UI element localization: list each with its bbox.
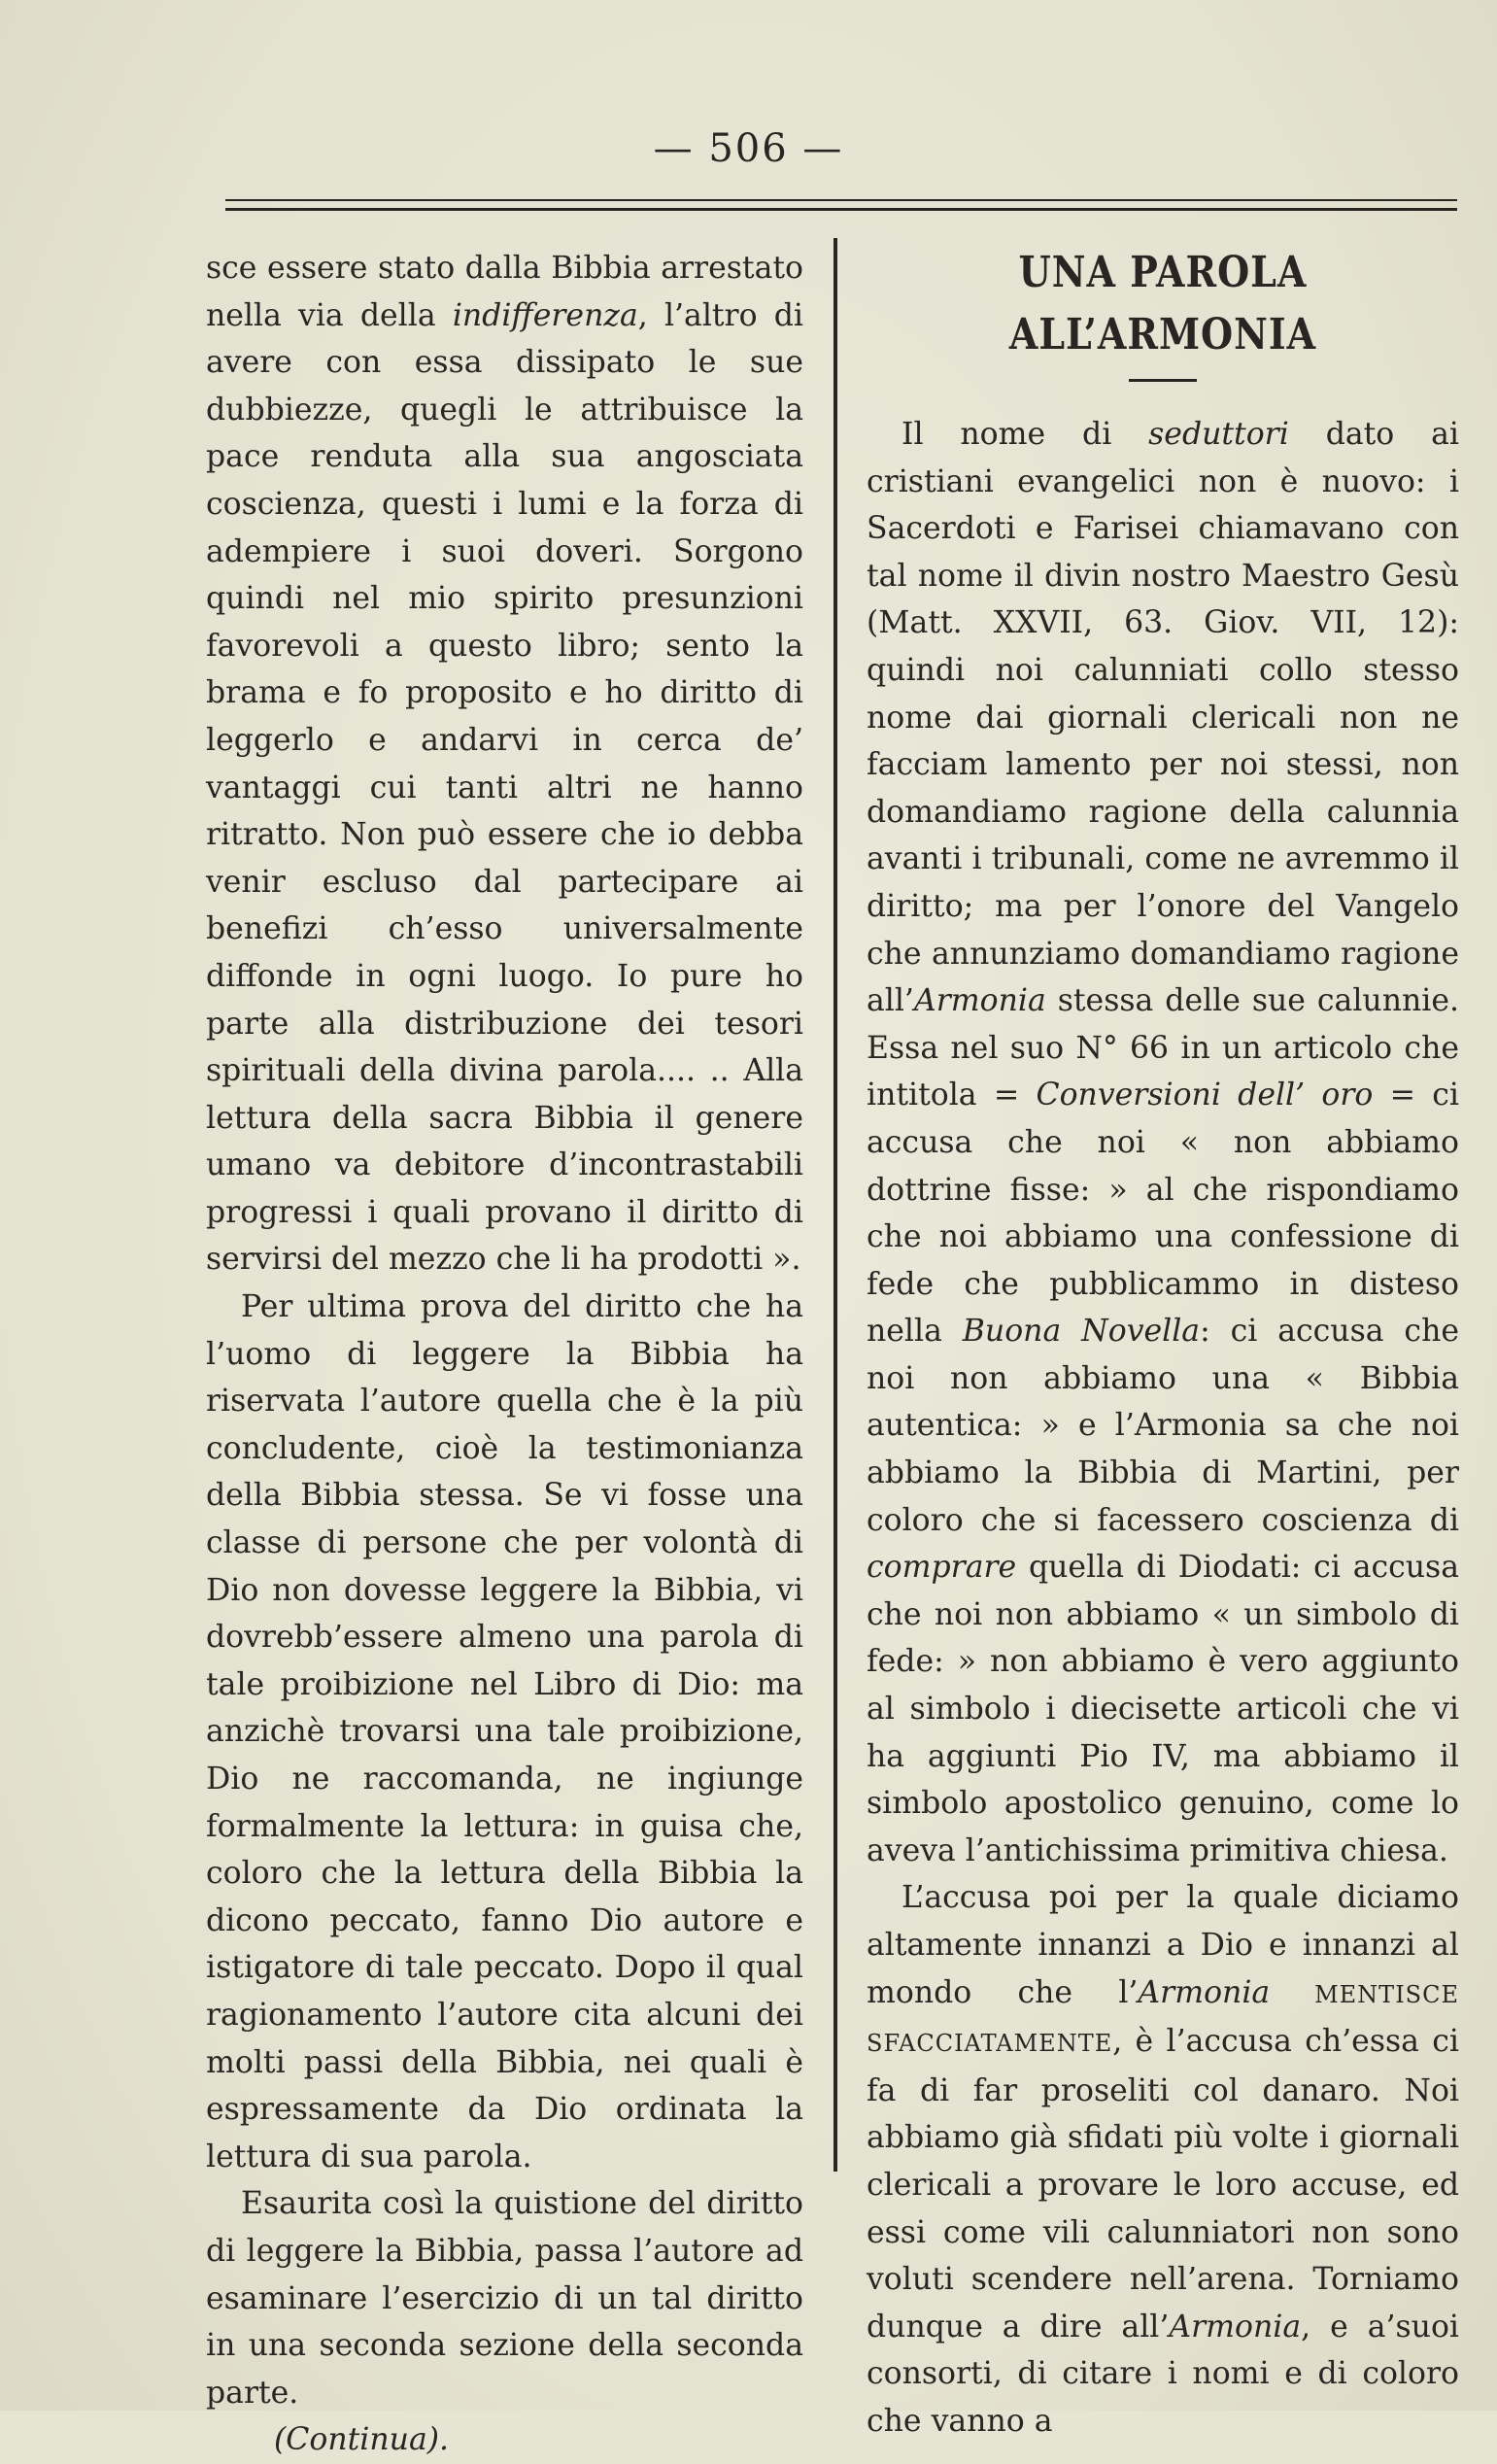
left-paragraph-1 [206, 245, 803, 1283]
left-p1-text-a: sce essere stato dalla Bibbia arrestato nella via della [206, 251, 803, 333]
left-column [206, 245, 803, 2464]
right-p2-d: , è l’accusa ch’essa ci fa di far proseliti col danaro. Noi abbiamo già sfidati più volte i giornali clericali a provare le loro accuse, ed essi come vili calunniatori non sono voluti scendere nell’arena. Torniamo dunque a dire all’ [867, 2024, 1459, 2344]
right-p1-f: Conversioni dell’ oro [1036, 1078, 1374, 1113]
left-p1-italic: indifferenza [452, 297, 638, 333]
right-p2-caps: MENTISCE SFACCIATAMENTE [867, 1980, 1459, 2058]
left-paragraph-2: Per ultima prova del diritto che ha l’uomo di leggere la Bibbia ha riservata l’autore quella che è la più concludente, cioè la testimonianza della Bibbia stessa. Se vi fosse una classe di persone che per volontà di Dio non dovesse leggere la Bibbia, vi dovrebb’essere almeno una parola di tale proibizione nel Libro di Dio: ma anzichè trovarsi una tale proibizione, Dio ne raccomanda, ne ingiunge formalmente la lettura: in guisa che, coloro che la lettura della Bibbia la dicono peccato, fanno Dio autore e istigatore di tale peccato. Dopo il qual ragionamento l’autore cita alcuni dei molti passi della Bibbia, nei quali è espressamente da Dio ordinata la lettura di sua parola. [206, 1289, 803, 2174]
right-p1-h: Buona Novella [962, 1314, 1201, 1350]
right-paragraph-1 [867, 411, 1459, 1874]
right-p1-i: : ci accusa che noi non abbiamo una « Bibbia autentica: » e l’Armonia sa che noi abbiamo la Bibbia di Martini, per coloro che si facessero coscienza di [867, 1314, 1459, 1538]
right-column [867, 245, 1459, 2446]
right-p1-j: comprare [867, 1550, 1017, 1586]
left-paragraph-3: Esaurita così la quistione del diritto di leggere la Bibbia, passa l’autore ad esaminare l’esercizio di un tal diritto in una seconda sezione della seconda parte. [206, 2186, 803, 2411]
right-p1-d: Armonia [913, 983, 1046, 1019]
right-p2-e: Armonia [1169, 2309, 1302, 2344]
right-p1-b: seduttori [1148, 417, 1289, 452]
left-p1-text-b: , l’altro di avere con essa dissipato le sue dubbiezze, quegli le attribuisce la pace renduta alla sua angosciata coscienza, questi i lumi e la forza di adempiere i suoi doveri. Sorgono quindi nel mio spirito presunzioni favorevoli a questo libro; sento la brama e fo proposito e ho diritto di leggerlo e andarvi in cerca de’ vantaggi cui tanti altri ne hanno ritratto. Non può essere che io debba venir escluso dal partecipare ai benefizi ch’esso universalmente diffonde in ogni luogo. Io pure ho parte alla distribuzione dei tesori spirituali della divina parola.... .. Alla lettura della sacra Bibbia il genere umano va debitore d’incontrastabili progressi i quali provano il diritto di servirsi del mezzo che li ha prodotti ». [206, 297, 803, 1278]
right-p1-g: = ci accusa che noi « non abbiamo dottrine fisse: » al che rispondiamo che noi abbiamo una confessione di fede che pubblicammo in disteso nella [867, 1078, 1459, 1350]
continua-note: (Continua). [274, 2422, 450, 2458]
right-paragraph-2 [867, 1874, 1459, 2445]
header-rule [225, 199, 1457, 211]
right-p2-f: , e a’suoi consorti, di citare i nomi e di coloro che vanno a [867, 2309, 1460, 2439]
right-p1-a: Il nome di [902, 417, 1149, 452]
column-divider [834, 238, 837, 2172]
right-p1-e: stessa delle sue calunnie. Essa nel suo N° 66 in un articolo che intitola = [867, 983, 1459, 1113]
page-number: — 506 — [653, 126, 844, 171]
title-rule [1129, 379, 1197, 382]
right-p1-k: quella di Diodati: ci accusa che noi non abbiamo « un simbolo di fede: » non abbiamo è vero aggiunto al simbolo i diecisette articoli che vi ha aggiunti Pio IV, ma abbiamo il simbolo apostolico genuino, come lo aveva l’antichissima primitiva chiesa. [867, 1550, 1459, 1868]
right-p2-b: Armonia [1138, 1974, 1271, 2010]
right-p2-a: L’accusa poi per la quale diciamo altamente innanzi a Dio e innanzi al mondo che l’ [867, 1880, 1459, 2010]
right-p1-c: dato ai cristiani evangelici non è nuovo: i Sacerdoti e Farisei chiamavano con tal nome il divin nostro Maestro Gesù (Matt. XXVII, 63. Giov. VII, 12): quindi noi calunniati collo stesso nome dai giornali clericali non ne facciam lamento per noi stessi, non domandiamo ragione della calunnia avanti i tribunali, come ne avremmo il diritto; ma per l’onore del Vangelo che annunziamo domandiamo ragione all’ [867, 417, 1459, 1019]
article-title: UNA PAROLA ALL’ARMONIA [1008, 246, 1317, 359]
